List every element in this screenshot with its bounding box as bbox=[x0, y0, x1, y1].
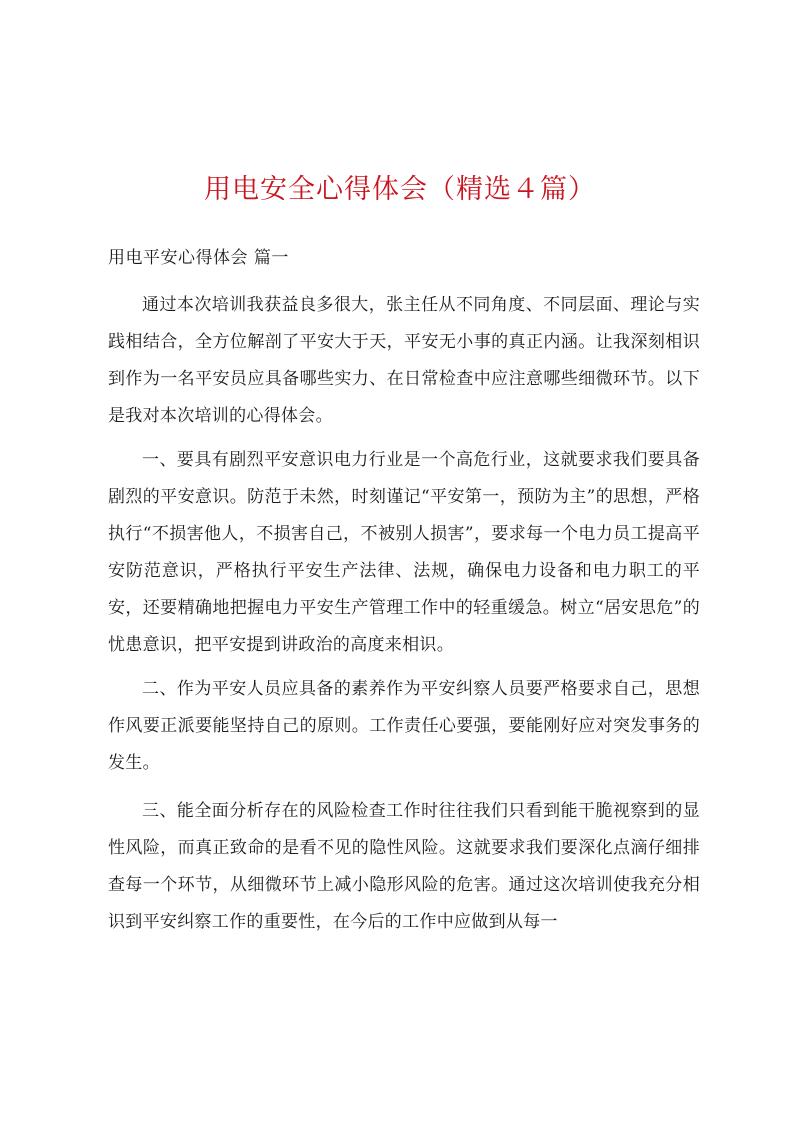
paragraph-point-one: 一、要具有剧烈平安意识电力行业是一个高危行业，这就要求我们要具备剧烈的平安意识。防范于未然，时刻谨记“平安第一，预防为主”的思想，严格执行“不损害他人，不损害自己，不被别人损害”，要求每一个电力员工提高平安防范意识，严格执行平安生产法律、法规，确保电力设备和电力职工的平安，还要精确地把握电力平安生产管理工作中的轻重缓急。树立“居安思危”的忧患意识，把平安提到讲政治的高度来相识。 bbox=[108, 450, 700, 655]
paragraph-point-three: 三、能全面分析存在的风险检查工作时往往我们只看到能干脆视察到的显性风险，而真正致命的是看不见的隐性风险。这就要求我们要深化点滴仔细排查每一个环节，从细微环节上减小隐形风险的危害。通过这次培训使我充分相识到平安纠察工作的重要性，在今后的工作中应做到从每一 bbox=[108, 801, 700, 932]
paragraph-point-two: 二、作为平安人员应具备的素养作为平安纠察人员要严格要求自己，思想作风要正派要能坚持自己的原则。工作责任心要强，要能刚好应对突发事务的发生。 bbox=[108, 679, 700, 773]
paragraph-intro: 通过本次培训我获益良多很大，张主任从不同角度、不同层面、理论与实践相结合，全方位解剖了平安大于天，平安无小事的真正内涵。让我深刻相识到作为一名平安员应具备哪些实力、在日常检查中应注意哪些细微环节。以下是我对本次培训的心得体会。 bbox=[108, 295, 700, 426]
document-body bbox=[108, 287, 700, 941]
document-title: 用电安全心得体会（精选４篇） bbox=[204, 174, 596, 205]
section-heading: 用电平安心得体会 篇一 bbox=[108, 248, 289, 268]
